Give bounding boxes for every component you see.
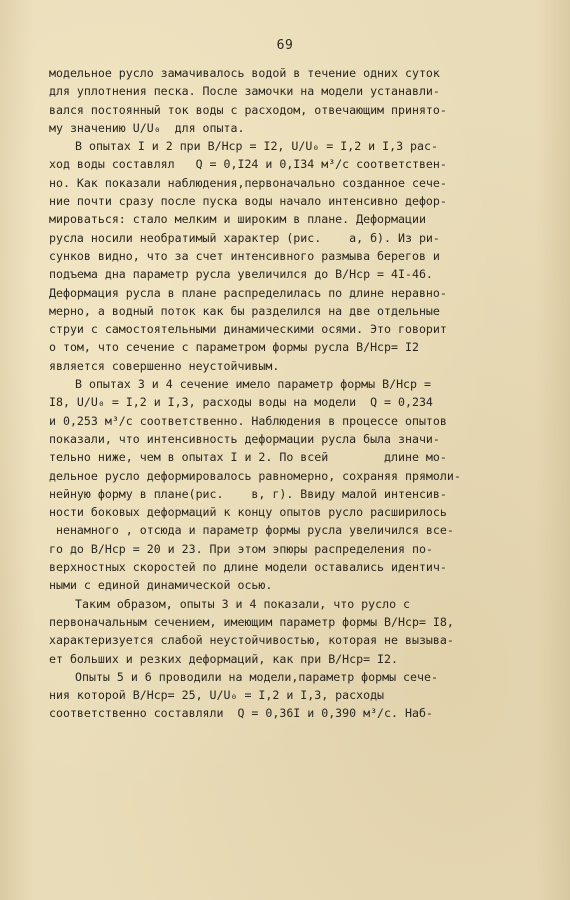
text-line: ние почти сразу после пуска воды начало интенсивно дефор- bbox=[49, 194, 447, 209]
text-line: ет больших и резких деформаций, как при B/Hср= I2. bbox=[49, 651, 399, 666]
text-line: и 0,253 м³/с соответственно. Наблюдения в процессе опытов bbox=[49, 413, 447, 428]
text-line: русла носили необратимый характер (рис. а, б). Из ри- bbox=[49, 230, 440, 245]
text-line: характеризуется слабой неустойчивостью, которая не вызыва- bbox=[49, 633, 454, 648]
text-line: ния которой B/Hср= 25, U/U₀ = I,2 и I,3, расходы bbox=[49, 688, 385, 703]
text-line: вался постоянный ток воды с расходом, отвечающим принято- bbox=[49, 102, 447, 117]
text-line: мерно, а водный поток как бы разделился на две отдельные bbox=[49, 303, 440, 318]
text-line: тельно ниже, чем в опытах I и 2. По всей длине мо- bbox=[49, 450, 447, 465]
body-text bbox=[49, 64, 519, 723]
text-line: но. Как показали наблюдения,первоначально созданное сече- bbox=[49, 175, 447, 190]
text-line: сунков видно, что за счет интенсивного размыва берегов и bbox=[49, 248, 440, 263]
text-line: мироваться: стало мелким и широким в плане. Деформации bbox=[49, 212, 426, 227]
text-line: подъема дна параметр русла увеличился до B/Hср = 4I-46. bbox=[49, 267, 433, 282]
text-line: модельное русло замачивалось водой в течение одних суток bbox=[49, 66, 440, 80]
paragraph-first-line: Таким образом, опыты 3 и 4 показали, что русло с bbox=[75, 596, 411, 611]
text-line: ными с единой динамической осью. bbox=[49, 578, 273, 593]
text-line: ности боковых деформаций к концу опытов русло расширилось bbox=[49, 505, 447, 520]
text-line: показали, что интенсивность деформации русла была значи- bbox=[49, 431, 440, 446]
text-line: струи с самостоятельными динамическими осями. Это говорит bbox=[49, 322, 447, 337]
paragraph-first-line: Опыты 5 и 6 проводили на модели,параметр формы сече- bbox=[75, 669, 438, 684]
text-line: о том, что сечение с параметром формы русла B/Hср= I2 bbox=[49, 340, 419, 355]
text-line: нейную форму в плане(рис. в, г). Ввиду малой интенсив- bbox=[49, 486, 447, 501]
paragraph-first-line: В опытах I и 2 при B/Hср = I2, U/U₀ = I,2 и I,3 рас- bbox=[75, 139, 438, 154]
text-line: первоначальным сечением, имеющим параметр формы B/Hср= I8, bbox=[49, 614, 454, 629]
text-line: соответственно составляли Q = 0,36I и 0,390 м³/с. Наб- bbox=[49, 706, 433, 721]
text-line: является совершенно неустойчивым. bbox=[49, 358, 280, 373]
text-line: Деформация русла в плане распределилась по длине неравно- bbox=[49, 285, 447, 300]
text-line: го до B/Hср = 20 и 23. При этом эпюры распределения по- bbox=[49, 541, 433, 556]
text-line: ненамного , отсюда и параметр формы русла увеличился все- bbox=[49, 523, 454, 538]
text-line: дельное русло деформировалось равномерно, сохраняя прямоли- bbox=[49, 468, 461, 483]
page-number: 69 bbox=[276, 38, 294, 53]
text-line: ход воды составлял Q = 0,I24 и 0,I34 м³/с соответствен- bbox=[49, 157, 447, 172]
text-line: для уплотнения песка. После замочки на модели устанавли- bbox=[49, 84, 440, 99]
text-line: I8, U/U₀ = I,2 и I,3, расходы воды на модели Q = 0,234 bbox=[49, 395, 433, 410]
text-line: му значению U/U₀ для опыта. bbox=[49, 120, 245, 135]
paragraph-first-line: В опытах 3 и 4 сечение имело параметр формы B/Hср = bbox=[75, 377, 431, 392]
text-line: верхностных скоростей по длине модели оставались идентич- bbox=[49, 560, 447, 575]
